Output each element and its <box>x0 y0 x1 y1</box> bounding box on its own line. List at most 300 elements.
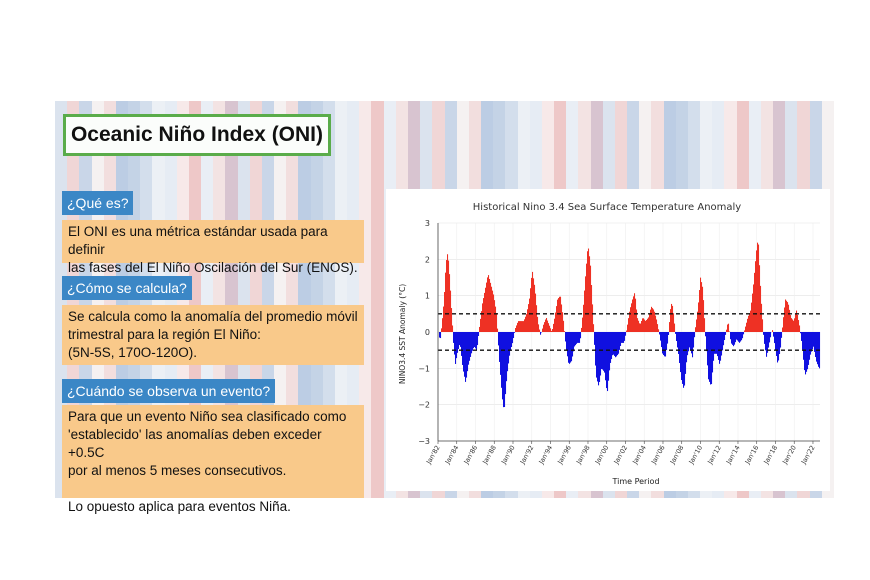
cold-anomaly-bar <box>570 332 571 363</box>
x-tick-label: Jan'12 <box>705 444 723 466</box>
warm-anomaly-bar <box>562 312 563 332</box>
warm-anomaly-bar <box>486 283 487 332</box>
cold-anomaly-bar <box>597 332 598 381</box>
cold-anomaly-bar <box>808 332 809 365</box>
warm-anomaly-bar <box>762 319 763 332</box>
cold-anomaly-bar <box>677 332 678 347</box>
warm-anomaly-bar <box>447 254 448 332</box>
warm-anomaly-bar <box>485 288 486 332</box>
cold-anomaly-bar <box>565 332 566 341</box>
x-tick-label: Jan'88 <box>481 444 498 466</box>
warm-anomaly-bar <box>536 305 537 332</box>
cold-anomaly-bar <box>659 332 660 334</box>
cold-anomaly-bar <box>664 332 665 356</box>
cold-anomaly-bar <box>765 332 766 350</box>
cold-anomaly-bar <box>692 332 693 357</box>
warm-anomaly-bar <box>493 294 494 332</box>
warm-anomaly-bar <box>488 275 489 332</box>
warm-anomaly-bar <box>747 319 748 332</box>
warm-anomaly-bar <box>749 313 750 332</box>
x-tick-label: Jan'86 <box>462 444 480 466</box>
cold-anomaly-bar <box>454 332 455 355</box>
cold-anomaly-bar <box>742 332 743 338</box>
cold-anomaly-bar <box>682 332 683 384</box>
warm-anomaly-bar <box>798 320 799 332</box>
warm-anomaly-bar <box>527 309 528 332</box>
x-tick-label: Jan'08 <box>668 444 686 466</box>
warm-anomaly-bar <box>591 285 592 332</box>
warm-anomaly-bar <box>752 294 753 332</box>
y-tick-label: −2 <box>418 400 430 410</box>
cold-anomaly-bar <box>608 332 609 381</box>
cold-anomaly-bar <box>743 332 744 334</box>
cold-anomaly-bar <box>572 332 573 356</box>
warm-anomaly-bar <box>654 312 655 332</box>
warm-anomaly-bar <box>590 266 591 332</box>
cold-anomaly-bar <box>461 332 462 356</box>
cold-anomaly-bar <box>801 332 802 341</box>
cold-anomaly-bar <box>470 332 471 357</box>
warm-anomaly-bar <box>538 324 539 332</box>
cold-anomaly-bar <box>679 332 680 363</box>
warm-anomaly-bar <box>479 327 480 332</box>
cold-anomaly-bar <box>690 332 691 350</box>
cold-anomaly-bar <box>683 332 684 388</box>
chart-title: Historical Nino 3.4 Sea Surface Temperature Anomaly <box>472 202 742 213</box>
x-tick-label: Jan'90 <box>499 444 517 466</box>
cold-anomaly-bar <box>694 332 695 337</box>
cold-anomaly-bar <box>507 332 508 371</box>
x-tick-label: Jan'18 <box>762 444 780 466</box>
cold-anomaly-bar <box>474 332 475 347</box>
cold-anomaly-bar <box>816 332 817 362</box>
warm-anomaly-bar <box>534 285 535 332</box>
warm-anomaly-bar <box>451 308 452 332</box>
cold-anomaly-bar <box>707 332 708 365</box>
answer-line: trimestral para la región El Niño: <box>68 327 261 342</box>
cold-anomaly-bar <box>569 332 570 364</box>
cold-anomaly-bar <box>465 332 466 382</box>
cold-anomaly-bar <box>595 332 596 366</box>
cold-anomaly-bar <box>440 332 441 338</box>
cold-anomaly-bar <box>719 332 720 364</box>
warm-anomaly-bar <box>628 318 629 332</box>
cold-anomaly-bar <box>464 332 465 377</box>
cold-anomaly-bar <box>763 332 764 335</box>
warm-anomaly-bar <box>639 323 640 332</box>
cold-anomaly-bar <box>800 332 801 333</box>
warm-anomaly-bar <box>630 307 631 332</box>
warm-anomaly-bar <box>495 307 496 332</box>
cold-anomaly-bar <box>579 332 580 343</box>
answer-line: Se calcula como la anomalía del promedio móvil <box>68 309 358 324</box>
warm-anomaly-bar <box>637 318 638 332</box>
cold-anomaly-bar <box>453 332 454 343</box>
x-tick-label: Jan'94 <box>537 444 555 466</box>
warm-anomaly-bar <box>522 321 523 332</box>
x-tick-label: Jan'14 <box>724 444 742 466</box>
cold-anomaly-bar <box>439 332 440 338</box>
warm-anomaly-bar <box>550 328 551 332</box>
warm-anomaly-bar <box>643 318 644 332</box>
cold-anomaly-bar <box>609 332 610 370</box>
cold-anomaly-bar <box>733 332 734 346</box>
answer-line: Para que un evento Niño sea clasificado como <box>68 409 347 424</box>
y-axis-label: NINO3.4 SST Anomaly (°C) <box>398 283 407 385</box>
warm-anomaly-bar <box>696 319 697 332</box>
cold-anomaly-bar <box>611 332 612 359</box>
cold-anomaly-bar <box>769 332 770 342</box>
warm-anomaly-bar <box>626 331 627 332</box>
cold-anomaly-bar <box>813 332 814 347</box>
warm-anomaly-bar <box>670 309 671 332</box>
cold-anomaly-bar <box>455 332 456 364</box>
warm-anomaly-bar <box>790 315 791 332</box>
warm-anomaly-bar <box>728 324 729 332</box>
warm-anomaly-bar <box>442 318 443 332</box>
cold-anomaly-bar <box>613 332 614 355</box>
cold-anomaly-bar <box>502 332 503 399</box>
warm-anomaly-bar <box>530 288 531 332</box>
y-tick-label: 2 <box>424 255 430 265</box>
warm-anomaly-bar <box>651 307 652 332</box>
warm-anomaly-bar <box>583 305 584 332</box>
warm-anomaly-bar <box>799 325 800 332</box>
cold-anomaly-bar <box>598 332 599 385</box>
cold-anomaly-bar <box>688 332 689 351</box>
warm-anomaly-bar <box>521 321 522 332</box>
cold-anomaly-bar <box>606 332 607 388</box>
cold-anomaly-bar <box>712 332 713 372</box>
warm-anomaly-bar <box>656 319 657 332</box>
warm-anomaly-bar <box>543 325 544 332</box>
cold-anomaly-bar <box>685 332 686 374</box>
nino34-chart <box>386 189 830 491</box>
warm-anomaly-bar <box>539 330 540 332</box>
warm-anomaly-bar <box>760 286 761 332</box>
cold-anomaly-bar <box>476 332 477 350</box>
cold-anomaly-bar <box>612 332 613 355</box>
cold-anomaly-bar <box>731 332 732 344</box>
cold-anomaly-bar <box>720 332 721 361</box>
warm-anomaly-bar <box>525 317 526 332</box>
cold-anomaly-bar <box>610 332 611 363</box>
warm-anomaly-bar <box>516 325 517 332</box>
warm-anomaly-bar <box>629 312 630 332</box>
warm-anomaly-bar <box>788 305 789 332</box>
warm-anomaly-bar <box>746 323 747 332</box>
cold-anomaly-bar <box>775 332 776 350</box>
cold-anomaly-bar <box>778 332 779 360</box>
warm-anomaly-bar <box>443 307 444 332</box>
x-tick-label: Jan'98 <box>574 444 592 466</box>
cold-anomaly-bar <box>818 332 819 367</box>
cold-anomaly-bar <box>811 332 812 352</box>
warm-anomaly-bar <box>555 313 556 332</box>
warm-anomaly-bar <box>593 324 594 332</box>
warm-anomaly-bar <box>558 298 559 332</box>
cold-anomaly-bar <box>618 332 619 354</box>
warm-anomaly-bar <box>787 302 788 332</box>
warm-anomaly-bar <box>452 325 453 332</box>
cold-anomaly-bar <box>721 332 722 356</box>
cold-anomaly-bar <box>468 332 469 365</box>
cold-anomaly-bar <box>510 332 511 351</box>
cold-anomaly-bar <box>802 332 803 349</box>
x-tick-label: Jan'82 <box>424 444 442 466</box>
warm-anomaly-bar <box>480 319 481 332</box>
cold-anomaly-bar <box>456 332 457 358</box>
warm-anomaly-bar <box>795 314 796 332</box>
x-tick-label: Jan'20 <box>780 444 798 466</box>
answer-line: (5N-5S, 170O-120O). <box>68 345 198 360</box>
warm-anomaly-bar <box>483 298 484 332</box>
cold-anomaly-bar <box>463 332 464 372</box>
warm-anomaly-bar <box>698 302 699 332</box>
warm-anomaly-bar <box>745 327 746 332</box>
cold-anomaly-bar <box>616 332 617 356</box>
warm-anomaly-bar <box>634 293 635 332</box>
warm-anomaly-bar <box>582 318 583 332</box>
cold-anomaly-bar <box>622 332 623 343</box>
warm-anomaly-bar <box>518 321 519 332</box>
cold-anomaly-bar <box>723 332 724 345</box>
warm-anomaly-bar <box>703 300 704 332</box>
warm-anomaly-bar <box>673 313 674 332</box>
cold-anomaly-bar <box>810 332 811 355</box>
cold-anomaly-bar <box>505 332 506 394</box>
warm-anomaly-bar <box>759 265 760 332</box>
cold-anomaly-bar <box>477 332 478 345</box>
cold-anomaly-bar <box>506 332 507 381</box>
warm-anomaly-bar <box>635 299 636 332</box>
warm-anomaly-bar <box>551 331 552 332</box>
warm-anomaly-bar <box>701 282 702 332</box>
x-tick-label: Jan'10 <box>687 444 705 466</box>
warm-anomaly-bar <box>632 299 633 332</box>
background-stripe <box>371 101 383 498</box>
cold-anomaly-bar <box>804 332 805 370</box>
cold-anomaly-bar <box>512 332 513 343</box>
cold-anomaly-bar <box>770 332 771 337</box>
cold-anomaly-bar <box>806 332 807 372</box>
cold-anomaly-bar <box>738 332 739 342</box>
cold-anomaly-bar <box>615 332 616 357</box>
warm-anomaly-bar <box>552 329 553 332</box>
warm-anomaly-bar <box>672 306 673 332</box>
cold-anomaly-bar <box>508 332 509 363</box>
x-tick-label: Jan'06 <box>649 444 667 466</box>
cold-anomaly-bar <box>567 332 568 356</box>
warm-anomaly-bar <box>641 321 642 332</box>
cold-anomaly-bar <box>473 332 474 348</box>
warm-anomaly-bar <box>784 308 785 332</box>
cold-anomaly-bar <box>705 332 706 336</box>
warm-anomaly-bar <box>492 291 493 332</box>
warm-anomaly-bar <box>482 303 483 332</box>
cold-anomaly-bar <box>605 332 606 380</box>
cold-anomaly-bar <box>457 332 458 353</box>
y-tick-label: −1 <box>418 364 430 374</box>
y-tick-label: 3 <box>424 219 430 228</box>
cold-anomaly-bar <box>803 332 804 360</box>
warm-anomaly-bar <box>494 300 495 332</box>
warm-anomaly-bar <box>545 320 546 332</box>
cold-anomaly-bar <box>732 332 733 345</box>
cold-anomaly-bar <box>764 332 765 344</box>
warm-anomaly-bar <box>546 318 547 332</box>
cold-anomaly-bar <box>680 332 681 372</box>
cold-anomaly-bar <box>600 332 601 376</box>
warm-anomaly-bar <box>669 322 670 332</box>
warm-anomaly-bar <box>592 304 593 332</box>
warm-anomaly-bar <box>533 278 534 332</box>
cold-anomaly-bar <box>660 332 661 341</box>
cold-anomaly-bar <box>773 332 774 337</box>
cold-anomaly-bar <box>774 332 775 343</box>
warm-anomaly-bar <box>644 320 645 332</box>
warm-anomaly-bar <box>702 287 703 332</box>
warm-anomaly-bar <box>640 324 641 332</box>
cold-anomaly-bar <box>718 332 719 360</box>
warm-anomaly-bar <box>490 283 491 332</box>
warm-anomaly-bar <box>729 331 730 332</box>
answer-line: El ONI es una métrica estándar usada para definir <box>68 224 328 257</box>
warm-anomaly-bar <box>529 299 530 332</box>
cold-anomaly-bar <box>578 332 579 343</box>
cold-anomaly-bar <box>687 332 688 355</box>
warm-anomaly-bar <box>557 300 558 332</box>
warm-anomaly-bar <box>792 319 793 332</box>
cold-anomaly-bar <box>573 332 574 351</box>
cold-anomaly-bar <box>580 332 581 338</box>
cold-anomaly-bar <box>734 332 735 345</box>
cold-anomaly-bar <box>540 332 541 335</box>
cold-anomaly-bar <box>604 332 605 373</box>
cold-anomaly-bar <box>566 332 567 350</box>
warm-anomaly-bar <box>528 304 529 332</box>
cold-anomaly-bar <box>665 332 666 357</box>
slide-title: Oceanic Niño Index (ONI) <box>63 114 331 156</box>
warm-anomaly-bar <box>633 296 634 332</box>
cold-anomaly-bar <box>713 332 714 361</box>
warm-anomaly-bar <box>537 317 538 332</box>
cold-anomaly-bar <box>711 332 712 384</box>
warm-anomaly-bar <box>450 291 451 332</box>
warm-anomaly-bar <box>750 311 751 332</box>
warm-anomaly-bar <box>642 318 643 332</box>
answer-how-calculated <box>62 305 364 365</box>
warm-anomaly-bar <box>581 328 582 332</box>
cold-anomaly-bar <box>815 332 816 357</box>
cold-anomaly-bar <box>501 332 502 388</box>
cold-anomaly-bar <box>716 332 717 354</box>
cold-anomaly-bar <box>594 332 595 345</box>
y-tick-label: 0 <box>424 328 430 337</box>
warm-anomaly-bar <box>487 277 488 332</box>
cold-anomaly-bar <box>511 332 512 347</box>
cold-anomaly-bar <box>709 332 710 382</box>
warm-anomaly-bar <box>791 318 792 332</box>
warm-anomaly-bar <box>484 293 485 332</box>
cold-anomaly-bar <box>472 332 473 351</box>
cold-anomaly-bar <box>681 332 682 380</box>
cold-anomaly-bar <box>725 332 726 335</box>
warm-anomaly-bar <box>584 291 585 332</box>
cold-anomaly-bar <box>686 332 687 362</box>
cold-anomaly-bar <box>710 332 711 384</box>
warm-anomaly-bar <box>520 321 521 332</box>
warm-anomaly-bar <box>671 304 672 332</box>
slide <box>55 101 834 514</box>
warm-anomaly-bar <box>748 316 749 332</box>
warm-anomaly-bar <box>772 330 773 332</box>
warm-anomaly-bar <box>785 299 786 332</box>
cold-anomaly-bar <box>814 332 815 352</box>
warm-anomaly-bar <box>797 315 798 332</box>
warm-anomaly-bar <box>652 308 653 332</box>
answer-line: 'establecido' las anomalías deben exceder +0.5C <box>68 427 322 460</box>
warm-anomaly-bar <box>786 301 787 332</box>
cold-anomaly-bar <box>469 332 470 361</box>
area-layer <box>439 243 820 407</box>
cold-anomaly-bar <box>667 332 668 344</box>
answer-when-observed <box>62 405 364 514</box>
warm-anomaly-bar <box>726 330 727 332</box>
warm-anomaly-bar <box>549 326 550 332</box>
warm-anomaly-bar <box>783 317 784 332</box>
warm-anomaly-bar <box>758 245 759 332</box>
cold-anomaly-bar <box>475 332 476 348</box>
warm-anomaly-bar <box>757 243 758 332</box>
cold-anomaly-bar <box>571 332 572 361</box>
cold-anomaly-bar <box>509 332 510 356</box>
warm-anomaly-bar <box>751 303 752 332</box>
cold-anomaly-bar <box>458 332 459 349</box>
warm-anomaly-bar <box>631 303 632 332</box>
cold-anomaly-bar <box>624 332 625 341</box>
question-what-is: ¿Qué es? <box>62 191 133 215</box>
warm-anomaly-bar <box>585 276 586 332</box>
warm-anomaly-bar <box>446 260 447 332</box>
x-tick-label: Jan'96 <box>556 444 573 466</box>
warm-anomaly-bar <box>496 313 497 332</box>
cold-anomaly-bar <box>663 332 664 355</box>
warm-anomaly-bar <box>794 318 795 332</box>
warm-anomaly-bar <box>650 310 651 332</box>
warm-anomaly-bar <box>554 319 555 332</box>
cold-anomaly-bar <box>576 332 577 344</box>
x-tick-label: Jan'00 <box>593 444 611 466</box>
cold-anomaly-bar <box>466 332 467 378</box>
cold-anomaly-bar <box>467 332 468 371</box>
answer-line: por al menos 5 meses consecutivos. <box>68 463 287 478</box>
warm-anomaly-bar <box>648 317 649 332</box>
cold-anomaly-bar <box>684 332 685 386</box>
cold-anomaly-bar <box>779 332 780 354</box>
cold-anomaly-bar <box>737 332 738 340</box>
warm-anomaly-bar <box>532 272 533 332</box>
cold-anomaly-bar <box>768 332 769 348</box>
warm-anomaly-bar <box>657 324 658 332</box>
warm-anomaly-bar <box>782 328 783 332</box>
warm-anomaly-bar <box>658 329 659 332</box>
cold-anomaly-bar <box>708 332 709 379</box>
question-how-calculated: ¿Cómo se calcula? <box>62 276 192 300</box>
cold-anomaly-bar <box>621 332 622 343</box>
cold-anomaly-bar <box>459 332 460 345</box>
answer-what-is <box>62 220 364 275</box>
